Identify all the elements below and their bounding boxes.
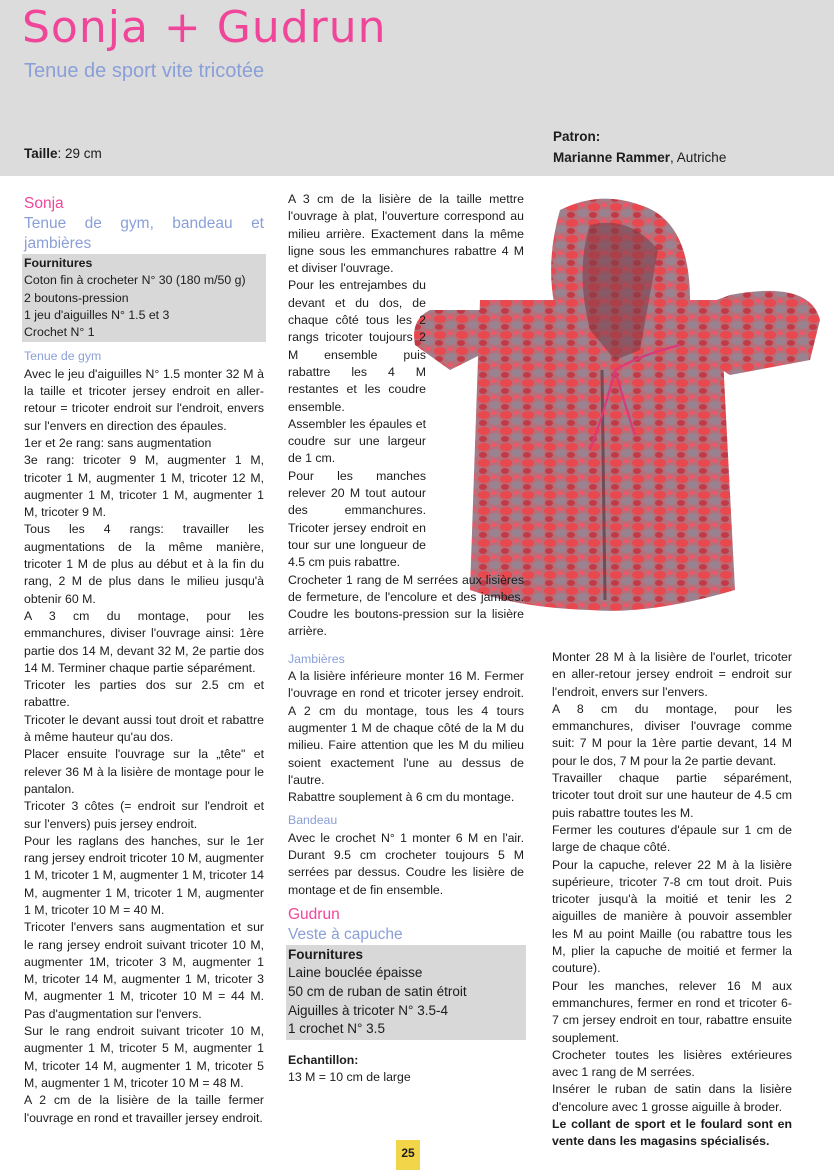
sonja-name: Sonja <box>24 195 64 212</box>
paragraph: Avec le crochet N° 1 monter 6 M en l'air. Durant 9.5 cm crocheter toujours 5 M serrées par dessus. Coudre les lisière de montage et de fin ensemble. <box>288 830 524 897</box>
gudrun-supply-item: 1 crochet N° 3.5 <box>288 1021 385 1037</box>
gudrun-supply-item: Aiguilles à tricoter N° 3.5-4 <box>288 1002 448 1018</box>
gudrun-supply-item: 50 cm de ruban de satin étroit <box>288 984 467 1000</box>
paragraph: A 3 cm de la lisière de la taille mettre l'ouvrage à plat, l'ouverture correspond au milieu arrière. Exactement dans la même ligne sous les emmanchures rabattre 4 M et diviser l'ouvrage. <box>288 192 524 276</box>
paragraph: Crocheter 1 rang de M serrées aux lisières de fermeture, de l'encolure et des jambes. Coudre les boutons-pression sur la lisière arrière. <box>288 572 524 639</box>
paragraph: Pour les manches, relever 16 M aux emmanchures, fermer en rond et tricoter 6-7 cm jersey endroit en tour, rabattre ensuite souplement. <box>552 978 792 1045</box>
gym-title: Tenue de gym <box>24 349 102 364</box>
patron-name: Marianne Rammer <box>553 150 671 165</box>
sonja-heading: Tenue de gym, bandeau et jambières <box>24 215 264 252</box>
paragraph: Pour les manches relever 20 M tout autour des emmanchures. Tricoter jersey endroit en tour sur une longueur de 4.5 cm puis rabattre. <box>288 468 426 570</box>
paragraph: Insérer le ruban de satin dans la lisière d'encolure avec 1 grosse aiguille à broder. <box>552 1082 792 1114</box>
sonja-supply-item: 2 boutons-pression <box>24 290 129 305</box>
gudrun-supply-item: Laine bouclée épaisse <box>288 965 423 981</box>
paragraph: Assembler les épaules et coudre sur une largeur de 1 cm. <box>288 416 426 466</box>
paragraph: Monter 28 M à la lisière de l'ourlet, tricoter en aller-retour jersey endroit = endroit sur l'endroit, envers sur l'envers. <box>552 650 792 699</box>
column-sonja <box>24 194 264 1127</box>
paragraph: Fermer les coutures d'épaule sur 1 cm de large de chaque côté. <box>552 822 792 855</box>
sonja-supplies <box>22 254 266 342</box>
sonja-supply-item: Crochet N° 1 <box>24 325 95 340</box>
paragraph: Tricoter l'envers sans augmentation et sur le rang jersey endroit suivant tricoter 10 M, augmenter 1M, tricoter 3 M, augmenter 1 M, tricoter 14 M, augmenter 1 M, tricoter 3 M, augmenter 1 M, tricoter 10 M = 44 M. Pas d'augmentation sur l'envers. <box>24 920 264 1021</box>
size-label: Taille <box>24 146 58 161</box>
size-value: : 29 cm <box>57 146 102 161</box>
patron-label: Patron: <box>553 129 601 144</box>
jambieres-title: Jambières <box>288 651 345 666</box>
paragraph: Tricoter le devant aussi tout droit et rabattre à même hauteur qu'au dos. <box>24 712 264 745</box>
paragraph: A 3 cm du montage, pour les emmanchures, diviser l'ouvrage ainsi: 1ère partie dos 14 M, devant 32 M, 2e partie dos 14 M. Terminer chaque partie séparément. <box>24 608 264 675</box>
page-number: 25 <box>396 1140 420 1170</box>
gudrun-heading: Veste à capuche <box>288 925 403 943</box>
paragraph: Avec le jeu d'aiguilles N° 1.5 monter 32 M à la taille et tricoter jersey endroit en aller-retour = tricoter endroit sur l'endroit, envers sur l'envers en direction des épaules. <box>24 366 264 433</box>
paragraph: Placer ensuite l'ouvrage sur la „tête" et relever 36 M à la lisière de montage pour le pantalon. <box>24 747 264 796</box>
paragraph: A la lisière inférieure monter 16 M. Fermer l'ouvrage en rond et tricoter jersey endroit. A 2 cm du montage, tous les 4 tours augmenter 1 M de chaque côté de la M du milieu. Faire attention que les M du milieu soient exactement l'une au dessus de l'autre. <box>288 669 524 787</box>
gudrun-supplies <box>286 945 526 1040</box>
column-middle <box>288 191 524 1086</box>
sonja-supply-item: 1 jeu d'aiguilles N° 1.5 et 3 <box>24 307 170 322</box>
gudrun-supplies-title: Fournitures <box>288 946 364 962</box>
patron-country: , Autriche <box>670 150 727 165</box>
size-info <box>24 146 102 161</box>
paragraph: Sur le rang endroit suivant tricoter 10 M, augmenter 1 M, tricoter 5 M, augmenter 1 M, tricoter 14 M, augmenter 1 M, tricoter 5 M, augmenter 1 M, tricoter 10 M = 48 M. <box>24 1024 264 1090</box>
column-gudrun <box>552 649 792 1151</box>
bandeau-title: Bandeau <box>288 813 338 828</box>
paragraph: 1er et 2e rang: sans augmentation <box>24 435 212 450</box>
paragraph: A 2 cm de la lisière de la taille fermer l'ouvrage en rond et travailler jersey endroit. <box>24 1093 264 1125</box>
paragraph: Travailler chaque partie séparément, tricoter tout droit sur une hauteur de 4.5 cm puis rabattre toutes les M. <box>552 771 792 820</box>
closing-note: Le collant de sport et le foulard sont en vente dans les magasins spécialisés. <box>552 1117 792 1149</box>
page-subtitle: Tenue de sport vite tricotée <box>24 60 265 82</box>
echantillon-title: Echantillon: <box>288 1052 359 1067</box>
paragraph: Tous les 4 rangs: travailler les augmentations de la même manière, tricoter 1 M de plus au début et à la fin du rang, 2 M de plus dans le milieu jusqu'à obtenir 60 M. <box>24 522 264 606</box>
sonja-supplies-title: Fournitures <box>24 256 93 270</box>
page-title: Sonja + Gudrun <box>22 2 387 53</box>
paragraph: Pour les entrejambes du devant et du dos, de chaque côté tous les 2 rangs tricoter toujours 2 M ensemble puis rabattre les 4 M restantes et les coudre ensemble. <box>288 278 426 414</box>
paragraph: Pour les raglans des hanches, sur le 1er rang jersey endroit tricoter 10 M, augmenter 1 M, tricoter 1 M, augmenter 1 M, tricoter 14 M, augmenter 1 M, tricoter 1 M, augmenter 1 M, tricoter 10 M = 40 M. <box>24 833 264 917</box>
gudrun-name: Gudrun <box>288 905 340 923</box>
paragraph: A 8 cm du montage, pour les emmanchures, diviser l'ouvrage comme suit: 7 M pour la 1ère partie devant, 14 M pour le dos, 7 M pour la 2e partie devant. <box>552 701 792 768</box>
paragraph: Tricoter les parties dos sur 2.5 cm et rabattre. <box>24 678 264 710</box>
paragraph: Pour la capuche, relever 22 M à la lisière supérieure, tricoter 7-8 cm tout droit. Puis tricoter jusqu'à la moitié et tenir les 2 aiguilles de manière à pouvoir assembler les M au point Maille (ou rabattre tous les M, plier la capuche de moitié et fermer la couture). <box>552 857 792 976</box>
paragraph: Tricoter 3 côtes (= endroit sur l'endroit et sur l'envers) puis jersey endroit. <box>24 799 264 831</box>
patron-info <box>553 126 726 168</box>
echantillon-value: 13 M = 10 cm de large <box>288 1070 411 1085</box>
paragraph: 3e rang: tricoter 9 M, augmenter 1 M, tricoter 1 M, augmenter 1 M, tricoter 12 M, augmenter 1 M, tricoter 1 M, augmenter 1 M, tricoter 9 M. <box>24 453 264 520</box>
paragraph: Rabattre souplement à 6 cm du montage. <box>288 790 515 805</box>
paragraph: Crocheter toutes les lisières extérieures avec 1 rang de M serrées. <box>552 1047 792 1080</box>
sonja-supply-item: Coton fin à crocheter N° 30 (180 m/50 g) <box>24 273 246 288</box>
